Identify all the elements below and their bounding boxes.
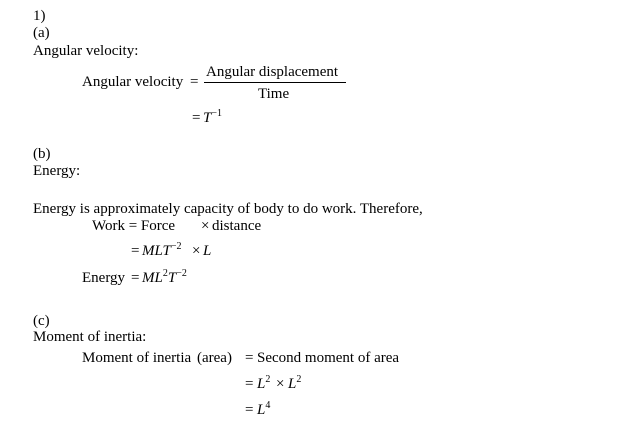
energy-lhs: Energy bbox=[82, 270, 126, 286]
mlt-symbol: MLT bbox=[142, 243, 171, 259]
exponent: 2 bbox=[296, 374, 302, 385]
exponent: 2 bbox=[265, 374, 271, 385]
l-fourth-term bbox=[257, 402, 270, 420]
l-symbol: L bbox=[257, 402, 266, 418]
energy-dimension bbox=[142, 270, 187, 288]
exponent: −2 bbox=[170, 241, 182, 252]
moment-lhs: Moment of inertia bbox=[82, 350, 192, 366]
mlt-term bbox=[142, 243, 182, 261]
equals-sign: = bbox=[190, 74, 199, 90]
fraction-bar bbox=[204, 82, 346, 83]
l-squared-term bbox=[257, 376, 270, 394]
part-b-label: (b) bbox=[33, 146, 51, 162]
equals-sign: = bbox=[245, 376, 254, 392]
work-lhs: Work = Force bbox=[92, 218, 176, 234]
exponent: 2 bbox=[162, 268, 168, 279]
part-c-label: (c) bbox=[33, 313, 50, 329]
exponent: −1 bbox=[211, 108, 222, 119]
t-symbol: T bbox=[167, 270, 177, 286]
result-variable bbox=[203, 110, 222, 128]
work-rhs: distance bbox=[212, 218, 262, 234]
exponent: 4 bbox=[265, 400, 271, 411]
equals-sign: = bbox=[131, 270, 140, 286]
equals-sign: = bbox=[245, 350, 254, 366]
angular-velocity-lhs: Angular velocity bbox=[82, 74, 184, 90]
l-symbol: L bbox=[288, 376, 297, 392]
times-sign: × bbox=[192, 243, 201, 259]
equals-sign: = bbox=[245, 402, 254, 418]
fraction-denominator: Time bbox=[258, 86, 290, 102]
l-squared-term bbox=[288, 376, 301, 394]
part-a-heading: Angular velocity: bbox=[33, 43, 139, 59]
ml-symbol: ML bbox=[142, 270, 163, 286]
l-symbol: L bbox=[257, 376, 266, 392]
moment-rhs: Second moment of area bbox=[257, 350, 400, 366]
times-sign: × bbox=[201, 218, 210, 234]
variable-t: T bbox=[203, 110, 212, 126]
question-number: 1) bbox=[33, 8, 46, 24]
equals-sign: = bbox=[131, 243, 140, 259]
energy-statement: Energy is approximately capacity of body to do work. Therefore, bbox=[33, 201, 423, 217]
part-a-label: (a) bbox=[33, 25, 50, 41]
fraction-numerator: Angular displacement bbox=[206, 64, 339, 80]
part-b-heading: Energy: bbox=[33, 163, 81, 179]
exponent: −2 bbox=[176, 268, 187, 279]
equals-sign: = bbox=[192, 110, 201, 126]
area-parenthetical: (area) bbox=[197, 350, 232, 366]
part-c-heading: Moment of inertia: bbox=[33, 329, 147, 345]
l-symbol: L bbox=[203, 243, 212, 259]
times-sign: × bbox=[276, 376, 285, 392]
